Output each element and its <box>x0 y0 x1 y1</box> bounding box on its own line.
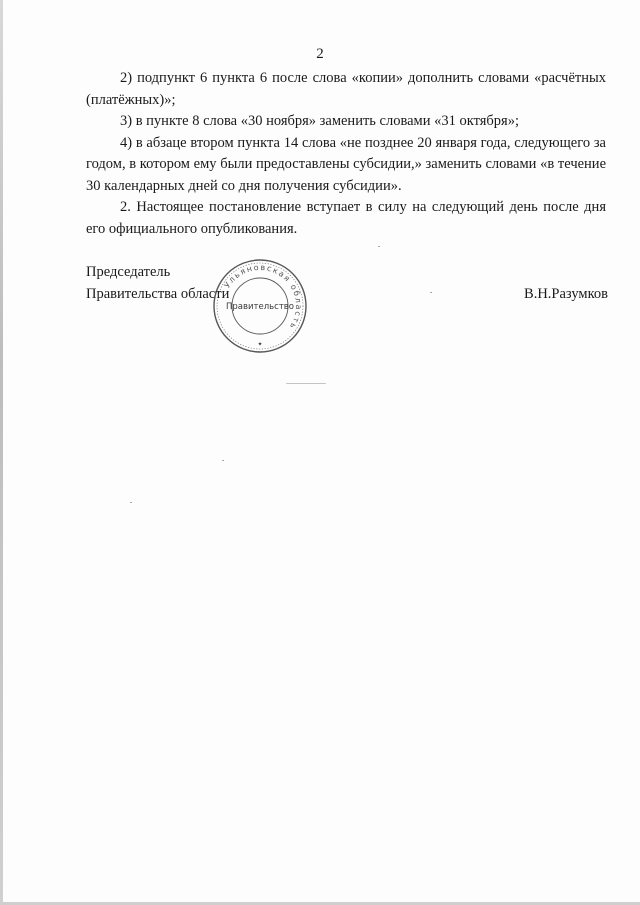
signatory-title-line2: Правительства области <box>86 285 230 302</box>
svg-text:Ульяновская область <box>223 263 304 332</box>
scan-speck <box>130 502 132 503</box>
document-body <box>86 68 606 240</box>
scan-speck <box>222 460 224 461</box>
seal-star-icon: ✦ <box>257 341 263 348</box>
signatory-name: В.Н.Разумков <box>524 285 608 302</box>
seal-ring-text: Ульяновская область <box>222 262 304 332</box>
paragraph-amendment-2: 2) подпункт 6 пункта 6 после слова «копии» дополнить словами «расчётных (платёжных)»; <box>86 70 606 108</box>
paragraph-effective-date: 2. Настоящее постановление вступает в силу на следующий день после дня его официального опубликования. <box>86 199 606 237</box>
scan-speck <box>286 383 326 384</box>
seal-graphic <box>212 258 308 354</box>
paragraph-amendment-3: 3) в пункте 8 слова «30 ноября» заменить словами «31 октября»; <box>120 113 519 129</box>
scan-speck <box>430 292 432 293</box>
page-number: 2 <box>316 46 324 62</box>
paragraph-amendment-4: 4) в абзаце втором пункта 14 слова «не позднее 20 января года, следующего за годом, в котором ему были предоставлены субсидии,» заменить словами «в течение 30 календарных дней со дня получения субсидии». <box>86 134 606 194</box>
official-seal <box>212 258 308 354</box>
scan-left-edge <box>0 0 3 905</box>
seal-center-text: Правительство <box>226 302 294 312</box>
signatory-title-line1: Председатель <box>86 264 171 280</box>
scan-speck <box>378 246 380 247</box>
